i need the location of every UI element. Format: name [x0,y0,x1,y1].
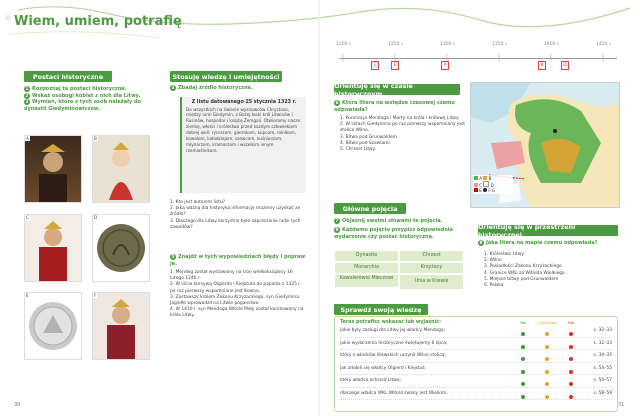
check-row [340,388,612,401]
check-row-page: s. 32–33 [593,328,612,334]
task-2: 2 Wskaż osobogi kobiet z nich dla Litwy. [25,92,141,99]
statements-list [170,270,306,320]
space-item: 1. Królestwo Litwy [484,252,525,257]
table-cell: Dynastia [334,250,399,262]
col-czesciowo: Częściowo [537,320,557,325]
time-item: 1. Koronacja Mendoga i Marty na króla i królową Litwy. [340,116,460,121]
table-cell: Monarchia [334,262,399,274]
task-4: 4 Zbadaj źródło historyczne. [171,85,253,91]
question: 1. Kto jest autorem listu? [170,200,226,205]
task-1: 1 Rozpoznaj te postaci historyczne. [25,86,127,92]
statement: 3. Zostawszy królem Zakonu Krzyżackiego, syn Giedymina Jagiełło wprowadził na Litwie poganstwo. [170,294,299,307]
self-check-box [334,316,618,412]
legend-item: A B [474,176,512,181]
statement: 4. W 1430 r. syn Mendoga Witold Mały został koronowany na króla Litwy. [170,307,304,319]
concepts-table [334,250,464,290]
left-tasks [24,86,148,112]
tick-label: 1450 r. [596,42,612,47]
rating-czesciowo-dot[interactable] [545,395,549,399]
portrait-c [24,214,82,282]
question: 2. Jaką ważną dla historyka informację możemy uzyskać ze źródła? [170,206,301,218]
check-row-page: s. 54–55 [593,365,612,371]
table-cell: Chrzest [399,250,464,262]
tick-label: 1250 r. [388,42,404,47]
time-item: 3. Bitwa pod Grunwaldem. [340,134,399,140]
section-title-sprawdz: Sprawdź swoją wiedzę [334,304,428,315]
legend-item: C D [474,181,512,188]
legend-item: E F G [474,188,512,193]
check-row-page: s. 34–35 [593,353,612,359]
photo-label-d: D [94,215,98,220]
table-cell: Kawalerowie Mieczowi [334,274,399,288]
check-row-text: jak zdobili się władcy Olgierd i Kiejstut; [340,365,426,371]
table-row [334,274,464,290]
check-row-page: s. 58–59 [593,390,612,396]
check-row-page: s. 32–33 [593,340,612,346]
task-6: 6 Która litera na wstędze czasowej czemu odpowiada? [334,100,455,113]
photo-label-f: F [94,293,97,298]
portrait-f [92,292,150,360]
space-item: 4. Granice WKL za Witolda Wielkiego [484,270,565,276]
check-row-text: który z władców litewskich uczynił Wilno stolicą; [340,353,446,359]
tick-label: 1300 r. [440,42,456,47]
check-row-text: jakie wydarzenia historyczne świętujemy 6 lipca; [340,340,448,346]
task-5: 5 Znajdź w tych wypowiedziach błędy i popraw je. [170,254,306,267]
coin-silver-e [24,292,82,360]
coin-seal-d [92,214,150,282]
source-title: Z listu datowanego 25 stycznia 1323 r. [191,100,297,105]
rating-tak-dot[interactable] [521,395,525,399]
time-item: 2. W listach Giedymina po raz pierwszy wspomniany jest stolica Wilno. [340,122,465,134]
page-number-left: 30 [14,402,21,408]
space-item: 2. Wilno [484,258,502,264]
check-row-text: dlaczego władca WKL Witold zwany jest Wielkim. [340,390,448,396]
timeline-marker: D [561,61,569,70]
task-8: 8 Każdemu pojęciu przypisz odpowiednie wydarzenie czy postać historyczną. [334,227,453,240]
section-title-pojecia: Główne pojęcia [334,203,406,214]
timeline-marker: B [538,61,546,70]
section-title-postaci: Postaci historyczne [24,71,112,82]
time-item: 4. Bitwa pod Szawlami. [340,140,392,146]
task-7: 7 Objaśnij swoimi słowami te pojęcia. [335,218,443,224]
space-items [484,252,618,289]
table-row [334,250,464,262]
tick-label: 1400 r. [544,42,560,47]
space-item: 6. Polska [484,283,504,289]
timeline [333,40,620,72]
photo-label-c: C [26,215,29,220]
tick-label: 1200 r. [336,42,352,47]
check-row-text: który władca ochrzcił Litwę; [340,378,401,384]
photo-label-b: B [94,136,97,141]
photo-label-a: A [26,136,29,141]
space-item: 3. Posiadłości Zakonu Krzyżackiego [484,264,562,270]
portrait-a [24,135,82,203]
col-tak: Tak [519,320,527,325]
task-3: 3 Wymień, które z tych osób należały do dynastii Giedyminowiczów. [24,99,141,112]
time-items [340,116,468,153]
question: 3. Dlaczego dla Litwy korzystne było zapraszanie ludzi tych zawodów? [170,218,301,230]
timeline-marker: A [441,61,449,70]
check-subtitle: Teraz potrafisz wskazać lub wyjaśnić: [340,320,441,325]
check-row-page: s. 56–57 [593,378,612,384]
photo-label-e: E [26,293,29,298]
col-nie: Nie [567,320,575,325]
time-item: 5. Chrzest Litwy. [340,147,376,153]
section-title-stosuje: Stosuję wiedzę i umiejętności [170,71,282,82]
historical-map [470,82,620,208]
source-box [180,97,306,193]
table-cell: Krzyżacy [399,262,464,274]
section-title-przestrzen: Orientuję się w przestrzeni historycznej [478,225,618,236]
rating-nie-dot[interactable] [569,395,573,399]
section-title-czas: Orientuję się w czasie historycznym [334,84,460,95]
map-legend [473,175,513,194]
page-gutter [319,0,320,416]
statement: 2. W liście kursywą Olgierda i Kiejstuta do papieża z 1325 r. po raz pierwszy wspomniane jest Kowno. [170,282,302,294]
table-row [334,262,464,274]
portrait-b [92,135,150,203]
page-title: Wiem, umiem, potrafię [14,14,182,29]
task-9: 9 Jaka litera na mapie czemu odpowiada? [479,240,598,246]
space-item: 5. Miejsce bitwy pod Grunwaldem [484,276,559,282]
tick-label: 1350 r. [492,42,508,47]
timeline-marker: C [371,61,379,70]
page-number-right: 31 [618,402,625,408]
check-row-text: jakie były zasługi dla Litwy jej władcy Mendoga; [340,328,446,334]
timeline-marker: E [391,61,399,70]
statement: 1. Mendog został wystawiony na tron wielkoksiążęcy 16 lutego 1240 r. [170,270,293,282]
source-text: Do wszystkich na świecie wyznawców Chrystusa, między nimi Giedymin, z Bożej łaski król Litwinów i Rusinów, hospodar i książę Żemgali. Otwieramy nasze ziemię, włości i królestwo przed każdym człowiekiem dobrej woli: rycerzom, giermkom, kupcom, rolnikom, kowalom, kołodziejom, szewcom, kuśnierzom, młynarzom, kramarzom i wszelkim innym rzemieślnikom. [186,106,301,153]
source-questions [170,200,306,231]
table-cell: Unia w Krewie [399,274,464,290]
